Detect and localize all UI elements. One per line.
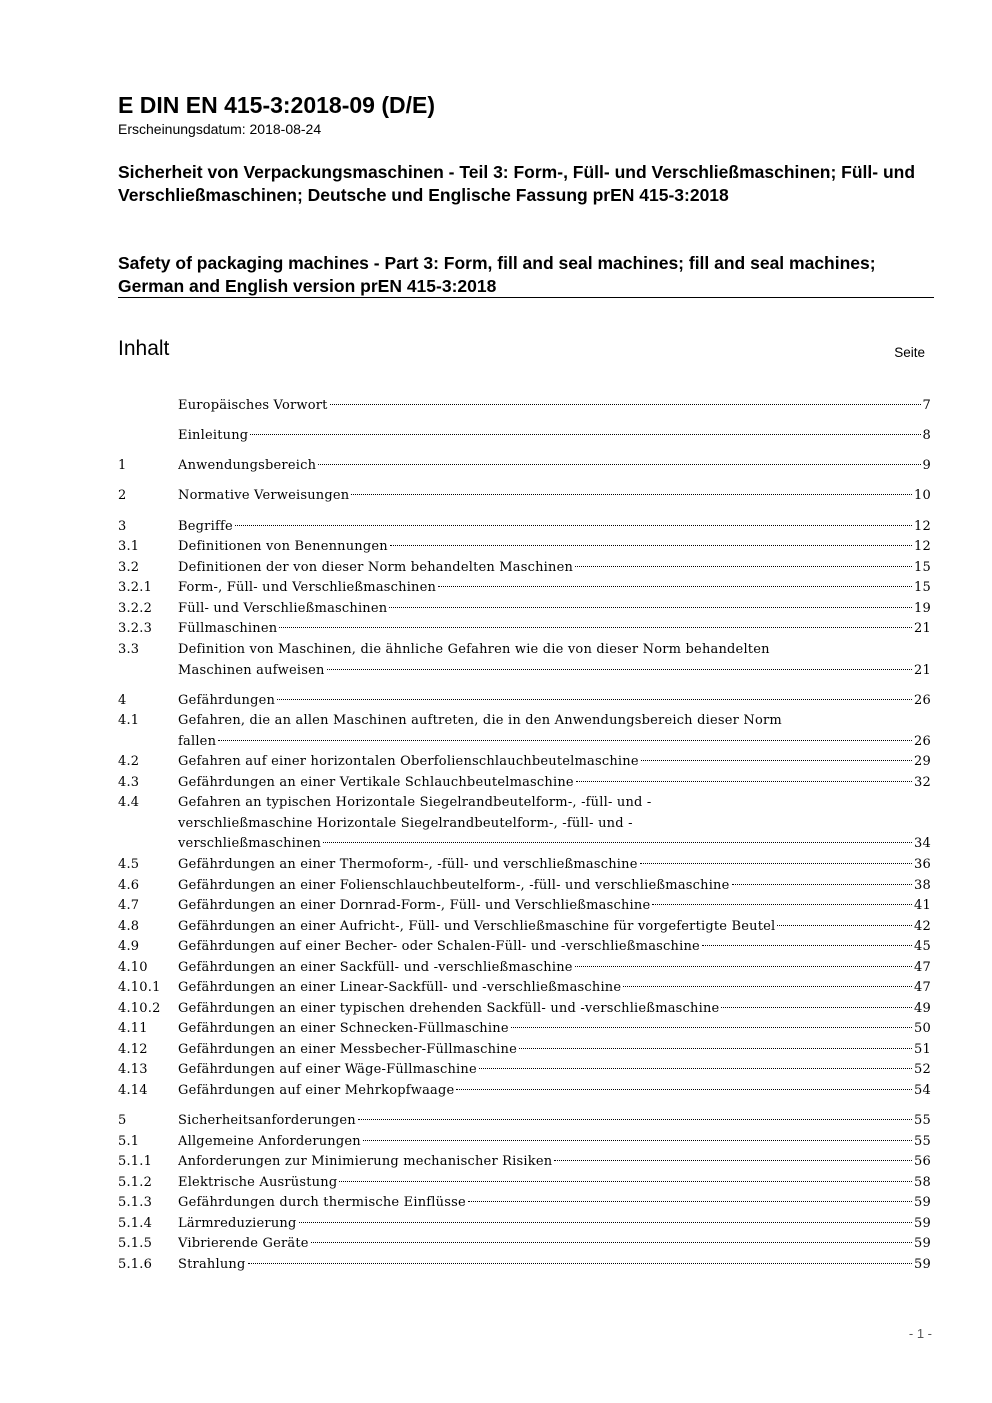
toc-dot-leader (468, 1201, 912, 1202)
toc-entry-title: Gefährdungen an einer Dornrad-Form-, Füll- und Verschließmaschine (178, 898, 651, 913)
toc-entry[interactable] (118, 876, 931, 896)
toc-dot-leader (318, 464, 920, 465)
toc-entry-page: 55 (914, 1113, 931, 1128)
toc-entry-page: 21 (914, 621, 931, 636)
toc-entry-continuation: verschließmaschine Horizontale Siegelrandbeutelform-, -füll- und - (178, 815, 633, 831)
toc-entry-title: Definitionen von Benennungen (178, 539, 388, 554)
toc-entry-title: Gefährdungen an einer Messbecher-Füllmaschine (178, 1042, 517, 1057)
toc-entry[interactable] (118, 1111, 931, 1131)
toc-dot-leader (554, 1160, 912, 1161)
toc-entry-number: 5.1.6 (118, 1257, 153, 1272)
toc-dot-leader (279, 627, 912, 628)
toc-entry[interactable] (118, 578, 931, 598)
toc-entry-number: 3.2.2 (118, 601, 153, 616)
title-english: Safety of packaging machines - Part 3: Form, fill and seal machines; fill and seal machines; German and English version prEN 415-3:2018 (118, 253, 876, 296)
toc-entry[interactable] (118, 396, 931, 416)
toc-entry-title: Gefahren auf einer horizontalen Oberfolienschlauchbeutelmaschine (178, 754, 639, 769)
toc-entry-number: 1 (118, 458, 127, 473)
toc-entry-page: 42 (914, 919, 931, 934)
toc-entry[interactable] (118, 1081, 931, 1101)
toc-entry-number: 3.3 (118, 642, 140, 657)
toc-entry[interactable] (118, 773, 931, 793)
toc-entry-number: 4.10.1 (118, 980, 161, 995)
toc-entry-title: Form-, Füll- und Verschließmaschinen (178, 580, 437, 595)
toc-entry-number: 2 (118, 488, 127, 503)
toc-entry-page: 15 (914, 560, 931, 575)
toc-dot-leader (721, 1007, 912, 1008)
toc-entry-number: 4.1 (118, 713, 140, 728)
toc-entry[interactable] (118, 486, 931, 506)
toc-entry-page: 54 (914, 1083, 931, 1098)
toc-entry-title: Gefährdungen (178, 693, 276, 708)
toc-entry-title: Gefahren an typischen Horizontale Siegelrandbeutelform-, -füll- und - (178, 795, 652, 810)
toc-dot-leader (519, 1048, 912, 1049)
toc-entry-title: Gefährdungen an einer Aufricht-, Füll- und Verschließmaschine für vorgefertigte Beutel (178, 919, 776, 934)
toc-entry-number: 5.1.5 (118, 1236, 153, 1251)
toc-entry-title: Vibrierende Geräte (178, 1236, 309, 1251)
toc-dot-leader (235, 525, 912, 526)
toc-entry-title: Gefährdungen durch thermische Einflüsse (178, 1195, 466, 1210)
toc-dot-leader (732, 884, 913, 885)
toc-entry-title-continued: fallen (178, 733, 217, 749)
toc-dot-leader (351, 494, 912, 495)
toc-entry[interactable] (118, 937, 931, 957)
toc-entry-page: 26 (914, 693, 931, 708)
toc-entry-title: Elektrische Ausrüstung (178, 1175, 338, 1190)
toc-entry-number: 4.5 (118, 857, 140, 872)
toc-dot-leader (576, 781, 912, 782)
toc-entry[interactable] (118, 1132, 931, 1152)
toc-entry[interactable] (118, 558, 931, 578)
toc-dot-leader (777, 925, 912, 926)
toc-dot-leader (575, 966, 912, 967)
toc-entry-number: 4.10 (118, 960, 148, 975)
title-german: Sicherheit von Verpackungsmaschinen - Teil 3: Form-, Füll- und Verschließmaschinen; Füll- und Verschließmaschinen; Deutsche und Englische Fassung prEN 415-3:2018 (118, 162, 916, 205)
toc-entry[interactable] (118, 1152, 931, 1172)
toc-entry-page: 49 (914, 1001, 931, 1016)
toc-entry[interactable] (118, 1060, 931, 1080)
toc-entry-page: 45 (914, 939, 931, 954)
toc-entry-page: 51 (914, 1042, 931, 1057)
toc-entry-title: Begriffe (178, 519, 233, 534)
toc-entry-number: 4.3 (118, 775, 140, 790)
toc-dot-leader (389, 607, 912, 608)
toc-entry-page: 55 (914, 1134, 931, 1149)
toc-entry-title: Allgemeine Anforderungen (178, 1134, 361, 1149)
toc-entry[interactable] (118, 1040, 931, 1060)
toc-entry-number: 3 (118, 519, 127, 534)
toc-entry-page: 47 (914, 960, 931, 975)
toc-entry-title: Gefährdungen auf einer Becher- oder Schalen-Füll- und -verschließmaschine (178, 939, 700, 954)
toc-entry-page: 47 (914, 980, 931, 995)
toc-entry-number: 3.1 (118, 539, 140, 554)
toc-entry-number: 4.14 (118, 1083, 148, 1098)
toc-entry-page: 34 (914, 836, 931, 851)
toc-entry-title: Gefahren, die an allen Maschinen auftreten, die in den Anwendungsbereich dieser Norm (178, 713, 782, 728)
toc-entry-page: 58 (914, 1175, 931, 1190)
toc-entry-title-continued: Maschinen aufweisen (178, 662, 325, 678)
page-number: - 1 - (908, 1326, 932, 1341)
toc-dot-leader (479, 1068, 912, 1069)
document-id: E DIN EN 415-3:2018-09 (D/E) (118, 92, 436, 118)
toc-page-column-label: Seite (894, 345, 925, 360)
toc-dot-leader (363, 1140, 912, 1141)
toc-dot-leader (575, 566, 912, 567)
toc-entry-title: Füllmaschinen (178, 621, 278, 636)
toc-entry-title: Füll- und Verschließmaschinen (178, 601, 388, 616)
toc-dot-leader (702, 945, 912, 946)
toc-dot-leader (330, 404, 921, 405)
toc-entry-number: 5 (118, 1113, 127, 1128)
toc-entry-number: 5.1.2 (118, 1175, 153, 1190)
toc-entry-number: 4.8 (118, 919, 140, 934)
toc-entry-title: Einleitung (178, 428, 249, 443)
toc-entry[interactable] (118, 752, 931, 772)
toc-dot-leader (248, 1263, 913, 1264)
toc-entry-page: 29 (914, 754, 931, 769)
toc-entry[interactable] (118, 517, 931, 537)
toc-dot-leader (339, 1181, 912, 1182)
toc-entry[interactable] (118, 1173, 931, 1193)
toc-entry[interactable] (118, 1234, 931, 1254)
toc-entry-number: 4.7 (118, 898, 140, 913)
toc-entry-number: 4.2 (118, 754, 140, 769)
toc-entry-number: 3.2.3 (118, 621, 153, 636)
toc-entry-number: 4.13 (118, 1062, 148, 1077)
toc-entry-page: 21 (914, 662, 931, 678)
toc-entry-number: 4.9 (118, 939, 140, 954)
toc-entry-title: Gefährdungen an einer Schnecken-Füllmaschine (178, 1021, 509, 1036)
toc-entry[interactable] (118, 1214, 931, 1234)
toc-entry-continuation (178, 661, 931, 681)
toc-dot-leader (623, 986, 912, 987)
toc-entry-page: 36 (914, 857, 931, 872)
toc-dot-leader (640, 863, 912, 864)
toc-entry-number: 5.1.3 (118, 1195, 153, 1210)
toc-entry-page: 50 (914, 1021, 931, 1036)
toc-entry[interactable] (118, 1019, 931, 1039)
toc-entry-title: Gefährdungen auf einer Wäge-Füllmaschine (178, 1062, 477, 1077)
toc-entry-page: 19 (914, 601, 931, 616)
toc-entry-number: 5.1.4 (118, 1216, 153, 1231)
toc-entry-title: Anwendungsbereich (178, 458, 317, 473)
toc-entry-title: Sicherheitsanforderungen (178, 1113, 356, 1128)
toc-entry-page: 59 (914, 1257, 931, 1272)
toc-entry-number: 4.6 (118, 878, 140, 893)
toc-entry-page: 56 (914, 1154, 931, 1169)
toc-entry-title: Gefährdungen an einer Linear-Sackfüll- und -verschließmaschine (178, 980, 622, 995)
toc-entry-page: 12 (914, 519, 931, 534)
toc-entry-number: 3.2.1 (118, 580, 153, 595)
toc-entry-title: Lärmreduzierung (178, 1216, 297, 1231)
toc-entry-title: Gefährdungen an einer Folienschlauchbeutelform-, -füll- und verschließmaschine (178, 878, 730, 893)
toc-entry-page: 32 (914, 775, 931, 790)
toc-entry-page: 59 (914, 1216, 931, 1231)
toc-entry[interactable] (118, 855, 931, 875)
toc-entry-page: 8 (922, 428, 931, 443)
toc-entry[interactable] (118, 640, 931, 660)
toc-dot-leader (358, 1119, 912, 1120)
toc-entry-title: Gefährdungen an einer Vertikale Schlauchbeutelmaschine (178, 775, 574, 790)
toc-entry-continuation (178, 732, 931, 752)
toc-entry[interactable] (118, 978, 931, 998)
toc-entry[interactable] (118, 1193, 931, 1213)
toc-entry-title: Gefährdungen an einer Sackfüll- und -verschließmaschine (178, 960, 573, 975)
toc-entry-page: 9 (922, 458, 931, 473)
toc-entry-title: Gefährdungen auf einer Mehrkopfwaage (178, 1083, 455, 1098)
toc-entry-title: Definitionen der von dieser Norm behandelten Maschinen (178, 560, 574, 575)
toc-entry-continuation (178, 834, 931, 854)
toc-entry-page: 26 (914, 733, 931, 749)
toc-dot-leader (511, 1027, 912, 1028)
toc-entry-title: Anforderungen zur Minimierung mechanischer Risiken (178, 1154, 553, 1169)
toc-entry-title: Definition von Maschinen, die ähnliche Gefahren wie die von dieser Norm behandelten (178, 642, 770, 657)
toc-entry-number: 4.12 (118, 1042, 148, 1057)
toc-entry[interactable] (118, 1255, 931, 1275)
toc-entry-number: 5.1.1 (118, 1154, 153, 1169)
toc-entry[interactable] (118, 958, 931, 978)
toc-dot-leader (218, 740, 912, 741)
toc-entry-page: 59 (914, 1236, 931, 1251)
toc-dot-leader (327, 669, 912, 670)
publication-date: Erscheinungsdatum: 2018-08-24 (118, 121, 322, 137)
toc-entry[interactable] (118, 793, 931, 813)
toc-entry-title: Strahlung (178, 1257, 246, 1272)
toc-heading: Inhalt (118, 337, 170, 360)
toc-entry-page: 12 (914, 539, 931, 554)
toc-entry-page: 59 (914, 1195, 931, 1210)
toc-entry-number: 3.2 (118, 560, 140, 575)
toc-dot-leader (250, 434, 920, 435)
toc-entry[interactable] (118, 426, 931, 446)
toc-dot-leader (277, 699, 912, 700)
toc-dot-leader (652, 904, 912, 905)
toc-entry[interactable] (118, 917, 931, 937)
toc-entry[interactable] (118, 619, 931, 639)
toc-entry-number: 4.4 (118, 795, 140, 810)
toc-dot-leader (299, 1222, 913, 1223)
toc-dot-leader (641, 760, 912, 761)
table-of-contents (118, 0, 931, 1403)
toc-entry[interactable] (118, 711, 931, 731)
toc-dot-leader (390, 545, 912, 546)
toc-entry-title: Europäisches Vorwort (178, 398, 328, 413)
toc-entry[interactable] (118, 691, 931, 711)
toc-entry-title-continued: verschließmaschinen (178, 836, 322, 851)
toc-entry-number: 4.11 (118, 1021, 148, 1036)
toc-dot-leader (438, 586, 912, 587)
toc-entry[interactable] (118, 896, 931, 916)
toc-entry-page: 15 (914, 580, 931, 595)
toc-entry-page: 7 (922, 398, 931, 413)
toc-entry-page: 38 (914, 878, 931, 893)
toc-entry[interactable] (118, 999, 931, 1019)
toc-dot-leader (323, 842, 912, 843)
toc-entry-page: 52 (914, 1062, 931, 1077)
toc-entry-page: 10 (914, 488, 931, 503)
toc-entry-title: Gefährdungen an einer Thermoform-, -füll- und verschließmaschine (178, 857, 638, 872)
toc-entry[interactable] (118, 599, 931, 619)
toc-entry-page: 41 (914, 898, 931, 913)
toc-entry-number: 4 (118, 693, 127, 708)
toc-entry-title: Normative Verweisungen (178, 488, 350, 503)
toc-entry[interactable] (118, 456, 931, 476)
toc-dot-leader (311, 1242, 912, 1243)
toc-entry[interactable] (118, 537, 931, 557)
toc-entry-number: 5.1 (118, 1134, 140, 1149)
toc-dot-leader (456, 1089, 912, 1090)
toc-entry-title: Gefährdungen an einer typischen drehenden Sackfüll- und -verschließmaschine (178, 1001, 720, 1016)
toc-entry-number: 4.10.2 (118, 1001, 161, 1016)
